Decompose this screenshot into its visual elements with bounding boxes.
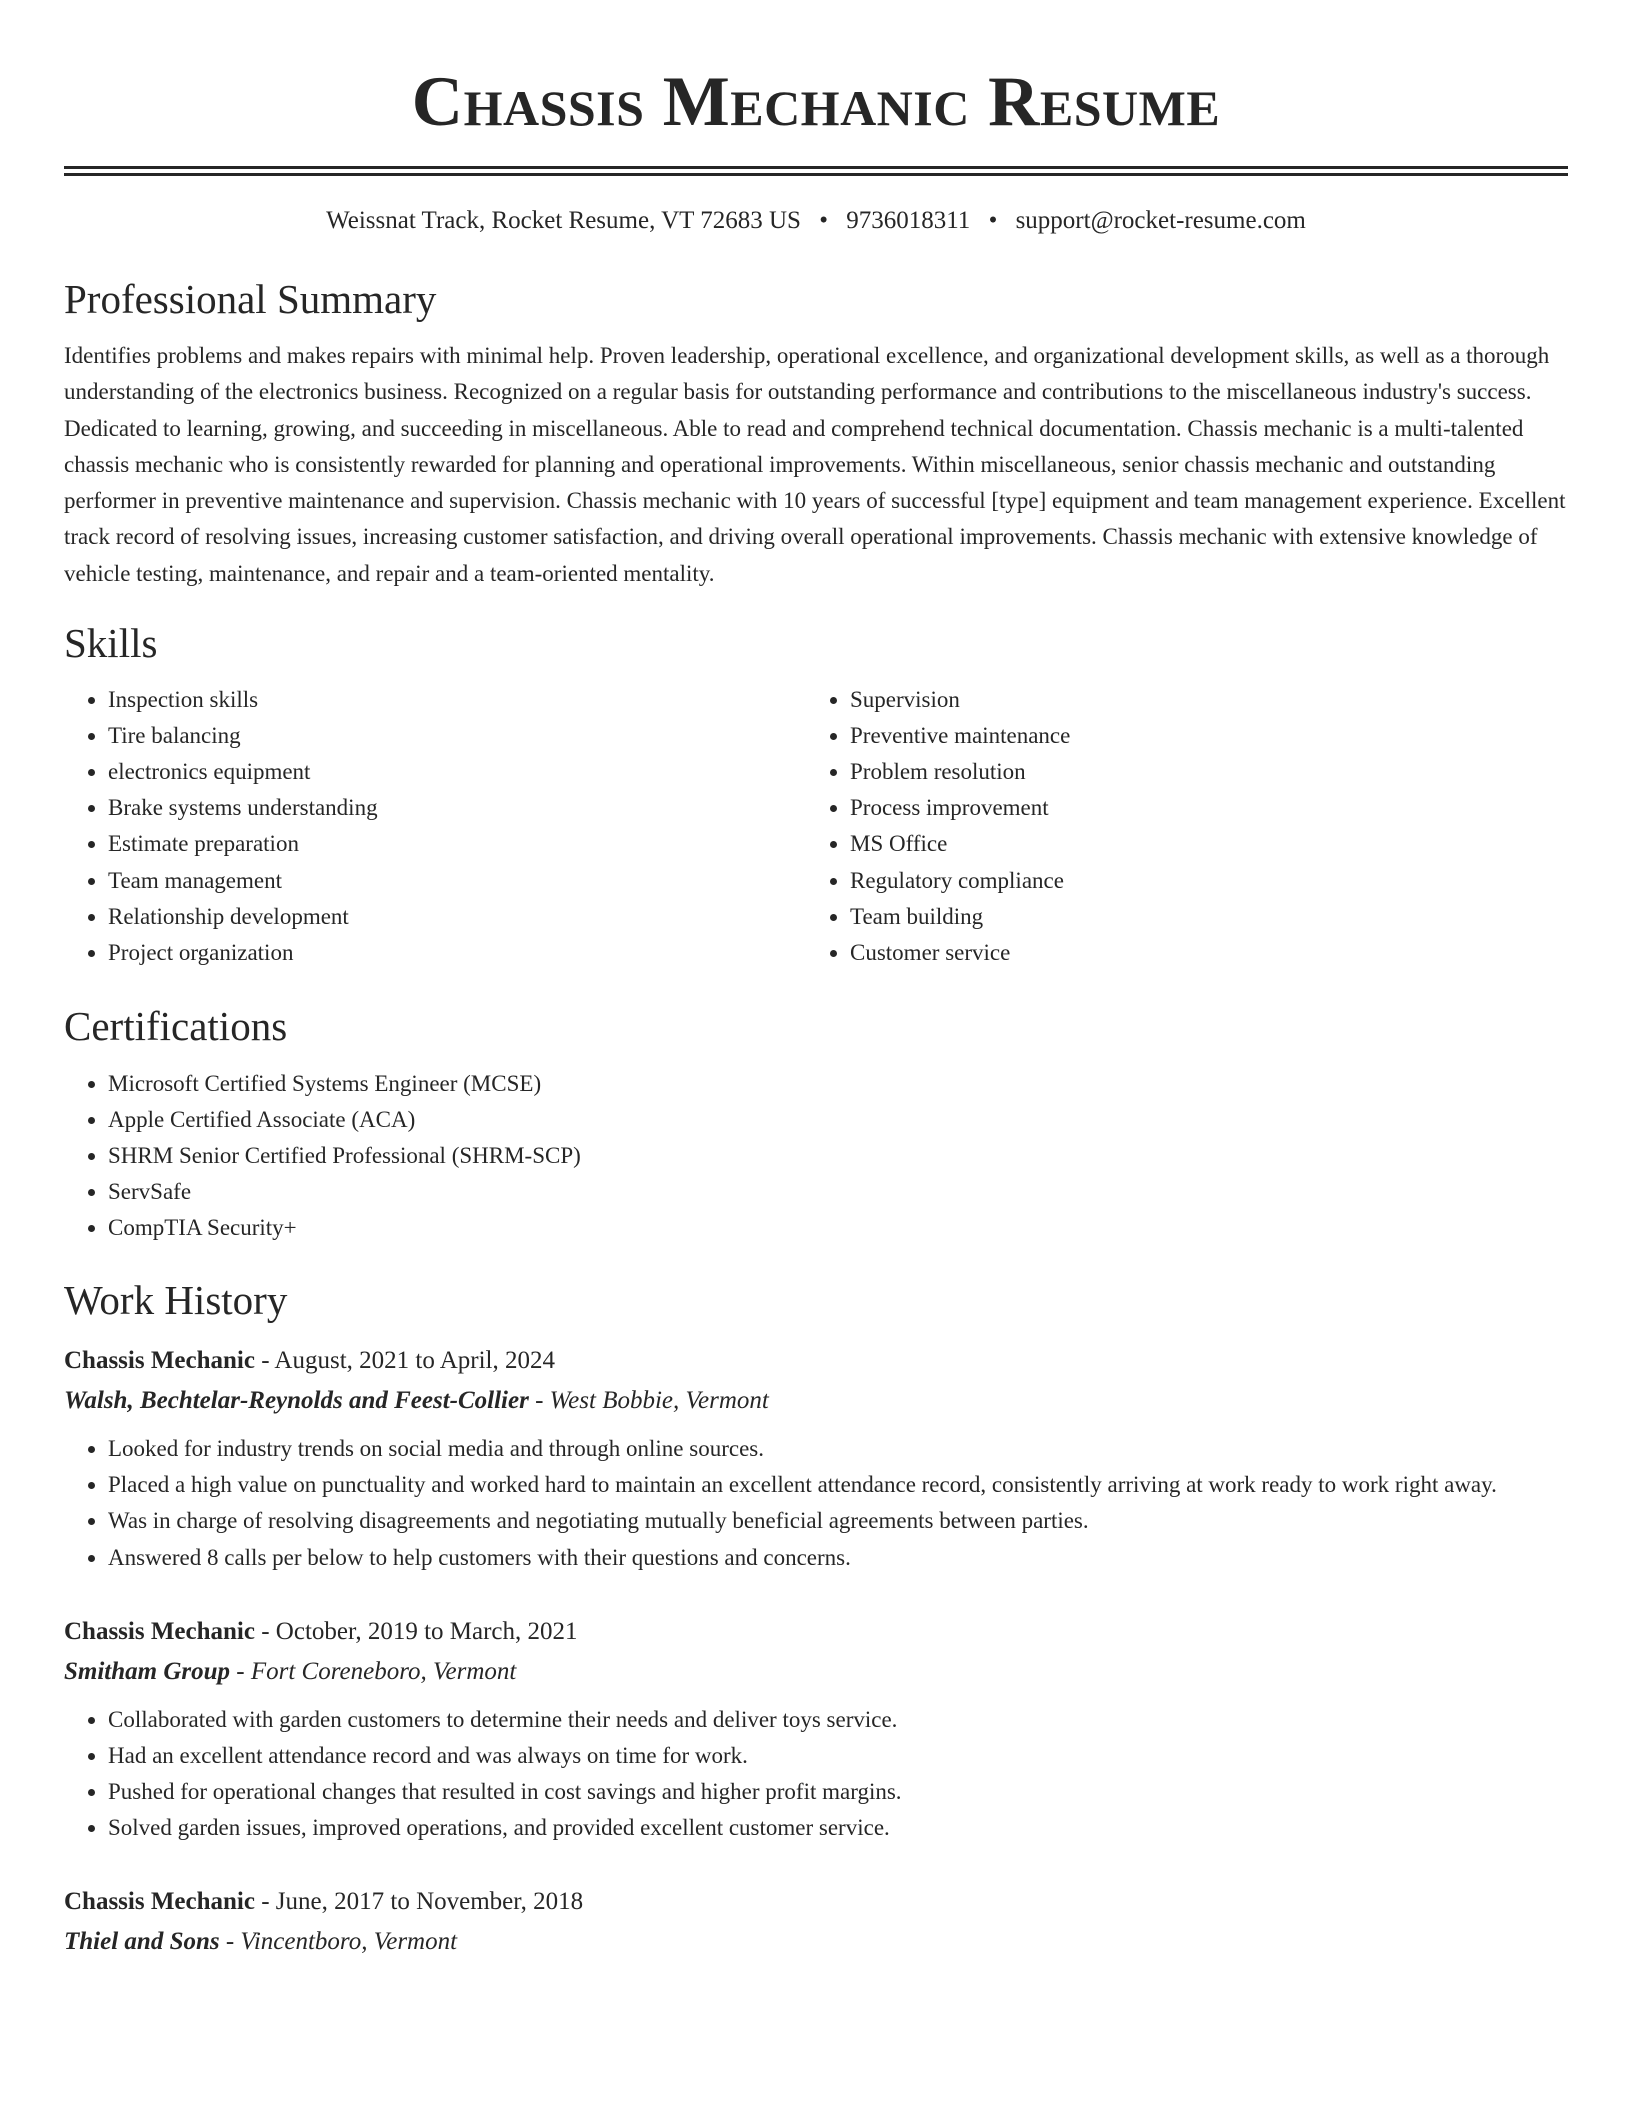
job-company-line xyxy=(64,1922,1568,1962)
job-company: Thiel and Sons xyxy=(64,1928,220,1956)
resume-title: Chassis Mechanic Resume xyxy=(411,63,1221,141)
job-bullets xyxy=(64,1431,1568,1575)
skill-item: • Team management xyxy=(108,863,806,899)
skills-list-right xyxy=(806,682,1548,971)
certification-item: • SHRM Senior Certified Professional (SHRM-SCP) xyxy=(108,1138,1568,1174)
job-entry xyxy=(64,1341,1568,1575)
job-bullet: • Answered 8 calls per below to help customers with their questions and concerns. xyxy=(108,1540,1568,1576)
certifications-list xyxy=(64,1066,1568,1246)
job-bullet: • Had an excellent attendance record and was always on time for work. xyxy=(108,1738,1568,1774)
skill-item: • Estimate preparation xyxy=(108,826,806,862)
skill-item: • Regulatory compliance xyxy=(850,863,1548,899)
skills-column-left xyxy=(64,682,806,971)
skills-columns xyxy=(64,682,1568,971)
work-history-heading: Work History xyxy=(64,1277,288,1324)
job-bullets xyxy=(64,1702,1568,1846)
skill-item: • Problem resolution xyxy=(850,754,1548,790)
skill-item: • Relationship development xyxy=(108,899,806,935)
skill-item: • Customer service xyxy=(850,935,1548,971)
certifications-heading: Certifications xyxy=(64,1002,288,1049)
job-company: Walsh, Bechtelar-Reynolds and Feest-Collier xyxy=(64,1387,529,1415)
skill-item: • Process improvement xyxy=(850,790,1548,826)
skill-item: • Brake systems understanding xyxy=(108,790,806,826)
job-bullet: • Collaborated with garden customers to determine their needs and deliver toys service. xyxy=(108,1702,1568,1738)
job-location: - Vincentboro, Vermont xyxy=(219,1928,458,1956)
skill-item: • Tire balancing xyxy=(108,718,806,754)
job-bullet: • Was in charge of resolving disagreements and negotiating mutually beneficial agreements between parties. xyxy=(108,1503,1568,1539)
certification-item: • CompTIA Security+ xyxy=(108,1210,1568,1246)
certification-item: • ServSafe xyxy=(108,1174,1568,1210)
title-divider xyxy=(64,166,1568,176)
skills-column-right xyxy=(806,682,1548,971)
job-dates: - August, 2021 to April, 2024 xyxy=(254,1347,555,1375)
contact-phone: 9736018311 xyxy=(846,207,971,234)
job-location: - West Bobbie, Vermont xyxy=(528,1387,769,1415)
job-bullet: • Pushed for operational changes that resulted in cost savings and higher profit margins. xyxy=(108,1774,1568,1810)
job-entry xyxy=(64,1882,1568,1962)
job-dates: - June, 2017 to November, 2018 xyxy=(254,1888,584,1916)
certification-item: • Microsoft Certified Systems Engineer (MCSE) xyxy=(108,1066,1568,1102)
skill-item: • Preventive maintenance xyxy=(850,718,1548,754)
job-bullet: • Looked for industry trends on social media and through online sources. xyxy=(108,1431,1568,1467)
job-company: Smitham Group xyxy=(64,1657,231,1685)
contact-separator: • xyxy=(819,207,828,234)
skills-list-left xyxy=(64,682,806,971)
contact-separator: • xyxy=(988,207,998,234)
job-title-line xyxy=(64,1612,1568,1652)
job-title: Chassis Mechanic xyxy=(64,1347,255,1375)
job-entry xyxy=(64,1612,1568,1846)
skill-item: • Team building xyxy=(850,899,1548,935)
skill-item: • MS Office xyxy=(850,826,1548,862)
job-title: Chassis Mechanic xyxy=(64,1617,255,1645)
summary-text: Identifies problems and makes repairs with minimal help. Proven leadership, operational excellence, and organizational development skills, as well as a thorough understanding of the electronics business. Recognized on a regular basis for outstanding performance and contributions to the miscellaneous industry's success. Dedicated to learning, growing, and succeeding in miscellaneous. Able to read and comprehend technical documentation. Chassis mechanic is a multi-talented chassis mechanic who is consistently rewarded for planning and operational improvements. Within miscellaneous, senior chassis mechanic and outstanding performer in preventive maintenance and supervision. Chassis mechanic with 10 years of successful [type] equipment and team management experience. Excellent track record of resolving issues, increasing customer satisfaction, and driving overall operational improvements. Chassis mechanic with extensive knowledge of vehicle testing, maintenance, and repair and a team-oriented mentality. xyxy=(64,343,1566,586)
job-company-line xyxy=(64,1381,1568,1421)
contact-line xyxy=(64,204,1568,238)
job-bullet: • Solved garden issues, improved operations, and provided excellent customer service. xyxy=(108,1810,1568,1846)
skill-item: • electronics equipment xyxy=(108,754,806,790)
skills-heading: Skills xyxy=(64,620,158,667)
summary-heading: Professional Summary xyxy=(64,276,437,322)
contact-email: support@rocket-resume.com xyxy=(1015,207,1306,234)
contact-address: Weissnat Track, Rocket Resume, VT 72683 US xyxy=(326,207,801,234)
job-title-line xyxy=(64,1341,1568,1381)
job-title: Chassis Mechanic xyxy=(64,1888,255,1916)
certification-item: • Apple Certified Associate (ACA) xyxy=(108,1102,1568,1138)
skill-item: • Project organization xyxy=(108,935,806,971)
job-dates: - October, 2019 to March, 2021 xyxy=(254,1617,578,1645)
job-bullet: • Placed a high value on punctuality and worked hard to maintain an excellent attendance record, consistently arriving at work ready to work right away. xyxy=(108,1467,1568,1503)
job-title-line xyxy=(64,1882,1568,1922)
skill-item: • Inspection skills xyxy=(108,682,806,718)
skill-item: • Supervision xyxy=(850,682,1548,718)
job-location: - Fort Coreneboro, Vermont xyxy=(230,1657,517,1685)
job-company-line xyxy=(64,1652,1568,1692)
